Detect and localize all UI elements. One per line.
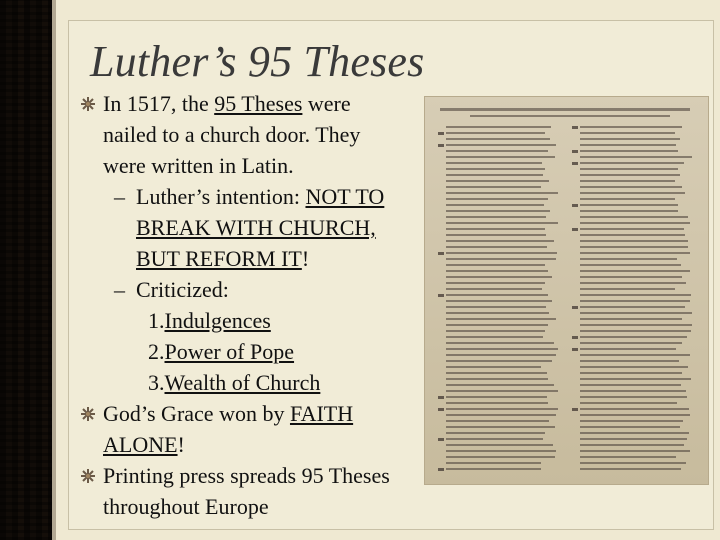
document-text-line	[446, 288, 542, 290]
document-text-line	[446, 438, 543, 440]
document-thesis-number	[572, 204, 578, 207]
document-text-line	[446, 402, 548, 404]
document-text-line	[580, 150, 678, 152]
document-text-line	[580, 462, 686, 464]
document-text-line	[446, 360, 552, 362]
document-text-line	[446, 144, 556, 146]
document-text-line	[446, 156, 555, 158]
document-text-line	[580, 318, 682, 320]
document-text-line	[580, 174, 680, 176]
document-text-line	[580, 396, 687, 398]
document-text-line	[580, 162, 684, 164]
document-text-line	[580, 366, 688, 368]
document-text-line	[446, 294, 548, 296]
document-text-line	[446, 318, 556, 320]
document-text-line	[446, 180, 549, 182]
sub-bullet-2	[80, 274, 425, 305]
document-text-line	[580, 306, 685, 308]
list-item-text: Power of Pope	[164, 339, 295, 364]
document-text-line	[580, 378, 691, 380]
dash-marker: –	[114, 277, 125, 302]
document-text-line	[446, 384, 554, 386]
document-thesis-number	[572, 126, 578, 129]
asterisk-bullet-icon	[80, 96, 96, 112]
document-thesis-number	[572, 348, 578, 351]
bullet-3-line-2	[80, 491, 425, 522]
document-text-line	[580, 186, 682, 188]
document-text-line	[580, 402, 677, 404]
intention-underline-2: BREAK WITH CHURCH,	[136, 215, 376, 240]
document-thesis-number	[438, 252, 444, 255]
document-text-line	[580, 240, 688, 242]
list-item-2	[80, 336, 425, 367]
document-text-line	[580, 348, 676, 350]
document-thesis-number	[572, 150, 578, 153]
document-text-line	[446, 456, 555, 458]
document-text-line	[580, 282, 686, 284]
document-text-line	[446, 234, 546, 236]
slide-body	[80, 88, 425, 522]
document-text-line	[580, 228, 684, 230]
document-text-line	[580, 432, 689, 434]
document-text-line	[446, 450, 556, 452]
document-text-line	[580, 408, 689, 410]
document-text-line	[446, 150, 548, 152]
document-text-line	[446, 444, 553, 446]
document-text-line	[446, 210, 550, 212]
document-heading	[440, 106, 690, 122]
sub-bullet-1-text: Luther’s intention:	[136, 184, 306, 209]
document-text-line	[580, 420, 683, 422]
list-item-1	[80, 305, 425, 336]
dash-marker: –	[114, 184, 125, 209]
document-text-line	[446, 168, 545, 170]
document-text-line	[446, 174, 543, 176]
document-thesis-number	[572, 408, 578, 411]
list-item-3	[80, 367, 425, 398]
document-text-line	[446, 162, 542, 164]
bullet-2-text: God’s Grace won by	[103, 401, 290, 426]
document-text-line	[446, 222, 558, 224]
document-text-line	[446, 426, 555, 428]
exclamation: !	[177, 432, 185, 457]
document-text-line	[580, 300, 690, 302]
document-text-line	[446, 330, 545, 332]
document-text-line	[580, 414, 690, 416]
document-text-line	[580, 270, 690, 272]
document-text-line	[580, 234, 685, 236]
document-thesis-number	[438, 438, 444, 441]
document-text-line	[446, 390, 558, 392]
document-text-line	[446, 354, 556, 356]
document-text-line	[580, 372, 682, 374]
intention-underline-3: BUT REFORM IT	[136, 246, 302, 271]
document-text-line	[446, 204, 544, 206]
document-text-line	[580, 216, 688, 218]
document-text-line	[580, 312, 692, 314]
document-text-line	[580, 360, 679, 362]
bullet-3-text: Printing press spreads 95 Theses	[103, 463, 390, 488]
intention-underline-1: NOT TO	[305, 184, 385, 209]
document-text-line	[446, 348, 558, 350]
list-number: 3.	[148, 370, 165, 395]
document-text-line	[580, 222, 690, 224]
document-text-line	[580, 246, 688, 248]
decorative-left-border	[0, 0, 52, 540]
alone-underline: ALONE	[103, 432, 178, 457]
document-text-line	[580, 198, 675, 200]
document-text-line	[446, 282, 545, 284]
document-text-line	[446, 300, 552, 302]
document-thesis-number	[438, 396, 444, 399]
document-text-line	[580, 294, 691, 296]
document-text-line	[446, 324, 548, 326]
document-text-line	[580, 426, 680, 428]
document-text-line	[580, 342, 682, 344]
document-thesis-number	[572, 336, 578, 339]
bullet-1-line-1	[80, 88, 425, 119]
document-text-line	[446, 420, 549, 422]
list-item-text: Indulgences	[164, 308, 271, 333]
document-text-line	[580, 444, 684, 446]
faith-underline: FAITH	[289, 401, 354, 426]
document-text-line	[446, 336, 543, 338]
document-text-line	[580, 204, 678, 206]
document-text-line	[580, 210, 678, 212]
document-text-line	[446, 312, 549, 314]
document-thesis-number	[572, 162, 578, 165]
document-thesis-number	[438, 144, 444, 147]
document-text-line	[446, 462, 541, 464]
document-thesis-number	[572, 306, 578, 309]
bullet-1-line-2	[80, 119, 425, 150]
bullet-1-line-2-text: nailed to a church door. They	[103, 122, 361, 147]
document-text-line	[446, 186, 541, 188]
document-column-right	[572, 126, 694, 476]
bullet-1-text: In 1517, the	[103, 91, 215, 116]
exclamation: !	[301, 246, 310, 271]
ninety-five-theses-image	[424, 96, 709, 485]
document-text-line	[446, 432, 545, 434]
document-text-line	[580, 126, 682, 128]
document-thesis-number	[438, 294, 444, 297]
document-thesis-number	[438, 468, 444, 471]
theses-underline: 95 Theses	[214, 91, 303, 116]
slide-title: Luther’s 95 Theses	[90, 37, 425, 86]
document-column-left	[438, 126, 560, 476]
document-text-line	[580, 336, 687, 338]
document-text-line	[580, 288, 675, 290]
document-text-line	[580, 330, 691, 332]
document-text-line	[580, 180, 675, 182]
document-text-line	[446, 132, 545, 134]
list-number: 1.	[148, 308, 165, 333]
bullet-1-line-3	[80, 150, 425, 181]
document-text-line	[580, 354, 690, 356]
document-text-line	[446, 126, 551, 128]
document-text-line	[446, 240, 554, 242]
bullet-2-line-2	[80, 429, 425, 460]
asterisk-bullet-icon	[80, 406, 96, 422]
document-text-line	[446, 372, 547, 374]
bullet-3-line-1	[80, 460, 425, 491]
document-text-line	[446, 192, 558, 194]
document-text-line	[580, 144, 676, 146]
bullet-1-line-3-text: were written in Latin.	[103, 153, 294, 178]
document-text-line	[580, 192, 685, 194]
document-text-line	[580, 468, 681, 470]
document-text-line	[446, 414, 556, 416]
document-text-line	[446, 408, 558, 410]
document-text-line	[580, 252, 690, 254]
document-thesis-number	[438, 408, 444, 411]
list-item-text: Wealth of Church	[164, 370, 321, 395]
list-number: 2.	[148, 339, 165, 364]
document-text-line	[580, 438, 687, 440]
document-text-line	[580, 168, 678, 170]
document-text-line	[446, 138, 550, 140]
sub-bullet-2-text: Criticized:	[136, 277, 229, 302]
document-text-line	[446, 270, 548, 272]
document-text-line	[446, 264, 545, 266]
sub-bullet-1-line-3	[80, 243, 425, 274]
document-thesis-number	[438, 132, 444, 135]
sub-bullet-1-line-1	[80, 181, 425, 212]
document-text-line	[580, 450, 690, 452]
bullet-2-line-1	[80, 398, 425, 429]
document-text-line	[446, 306, 546, 308]
document-text-line	[446, 468, 541, 470]
document-text-line	[580, 384, 681, 386]
document-text-line	[580, 390, 686, 392]
document-text-line	[446, 258, 556, 260]
document-text-line	[580, 324, 692, 326]
document-text-line	[446, 252, 557, 254]
document-text-line	[580, 276, 682, 278]
document-text-line	[446, 276, 552, 278]
document-text-line	[446, 366, 541, 368]
document-text-line	[446, 216, 546, 218]
document-text-line	[446, 228, 545, 230]
document-text-line	[580, 156, 692, 158]
document-text-line	[446, 246, 547, 248]
document-text-line	[446, 396, 547, 398]
document-text-line	[446, 342, 554, 344]
bullet-1-text-end: were	[302, 91, 351, 116]
document-text-line	[580, 138, 680, 140]
document-text-line	[580, 258, 677, 260]
document-text-line	[580, 264, 681, 266]
bullet-3-line-2-text: throughout Europe	[103, 494, 269, 519]
asterisk-bullet-icon	[80, 468, 96, 484]
document-text-line	[446, 198, 548, 200]
document-thesis-number	[572, 228, 578, 231]
document-text-line	[446, 378, 548, 380]
sub-bullet-1-line-2	[80, 212, 425, 243]
document-text-line	[580, 132, 675, 134]
document-text-line	[580, 456, 676, 458]
